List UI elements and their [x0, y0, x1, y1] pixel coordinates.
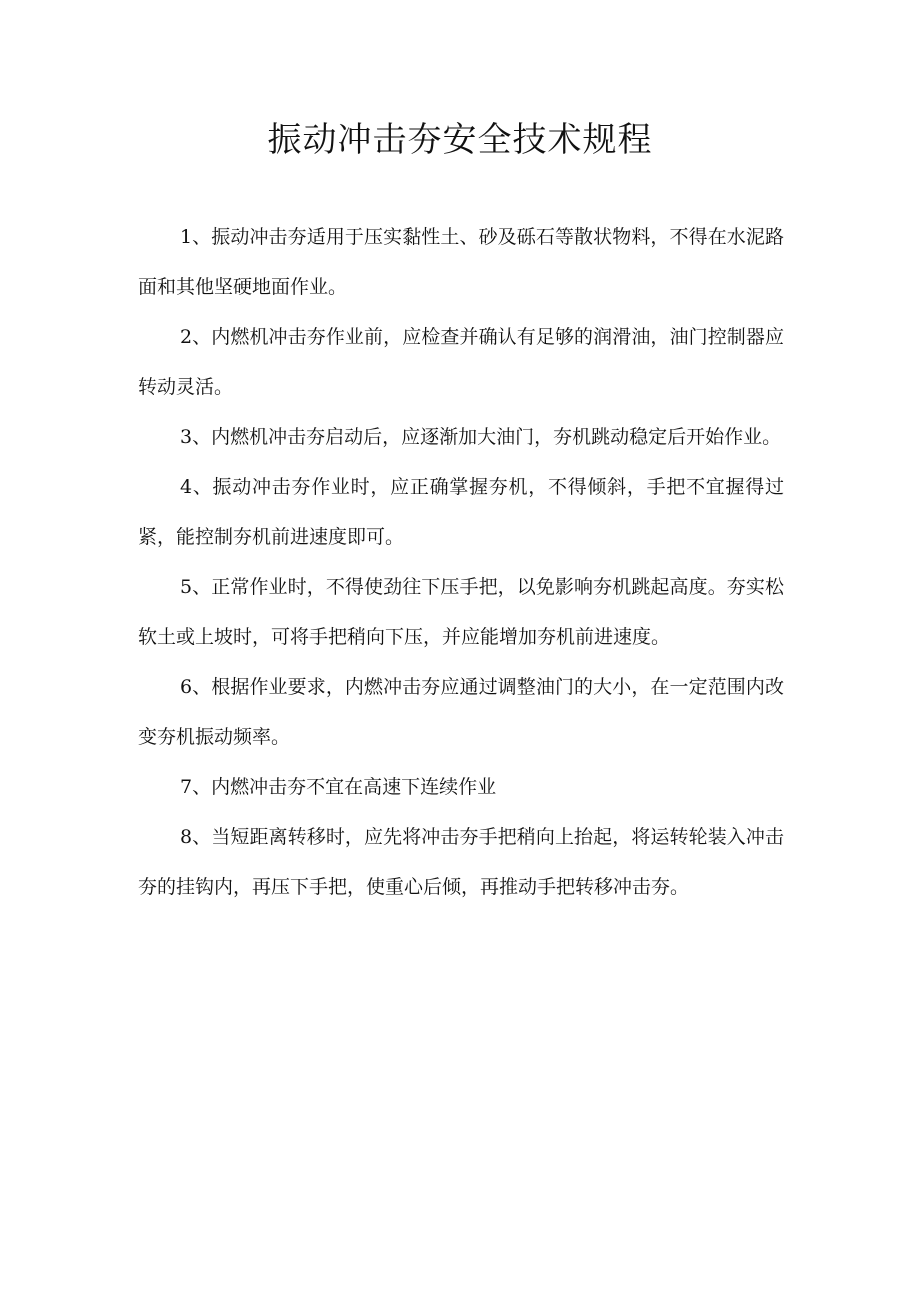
- paragraph-5: 5、正常作业时，不得使劲往下压手把，以免影响夯机跳起高度。夯实松软土或上坡时，可将手把稍向下压，并应能增加夯机前进速度。: [138, 576, 784, 648]
- paragraph-3: 3、内燃机冲击夯启动后，应逐渐加大油门，夯机跳动稳定后开始作业。: [180, 426, 782, 448]
- document-body: [138, 212, 784, 912]
- paragraph-6: 6、根据作业要求，内燃冲击夯应通过调整油门的大小，在一定范围内改变夯机振动频率。: [138, 676, 784, 748]
- paragraph-7: 7、内燃冲击夯不宜在高速下连续作业: [180, 776, 497, 798]
- paragraph-4: 4、振动冲击夯作业时，应正确掌握夯机，不得倾斜，手把不宜握得过紧，能控制夯机前进速度即可。: [138, 476, 784, 548]
- paragraph-1: 1、振动冲击夯适用于压实黏性土、砂及砾石等散状物料，不得在水泥路面和其他坚硬地面作业。: [138, 226, 784, 298]
- paragraph-8: 8、当短距离转移时，应先将冲击夯手把稍向上抬起，将运转轮装入冲击夯的挂钩内，再压下手把，使重心后倾，再推动手把转移冲击夯。: [138, 826, 784, 898]
- document-title: 振动冲击夯安全技术规程: [267, 120, 653, 160]
- paragraph-2: 2、内燃机冲击夯作业前，应检查并确认有足够的润滑油，油门控制器应转动灵活。: [138, 326, 784, 398]
